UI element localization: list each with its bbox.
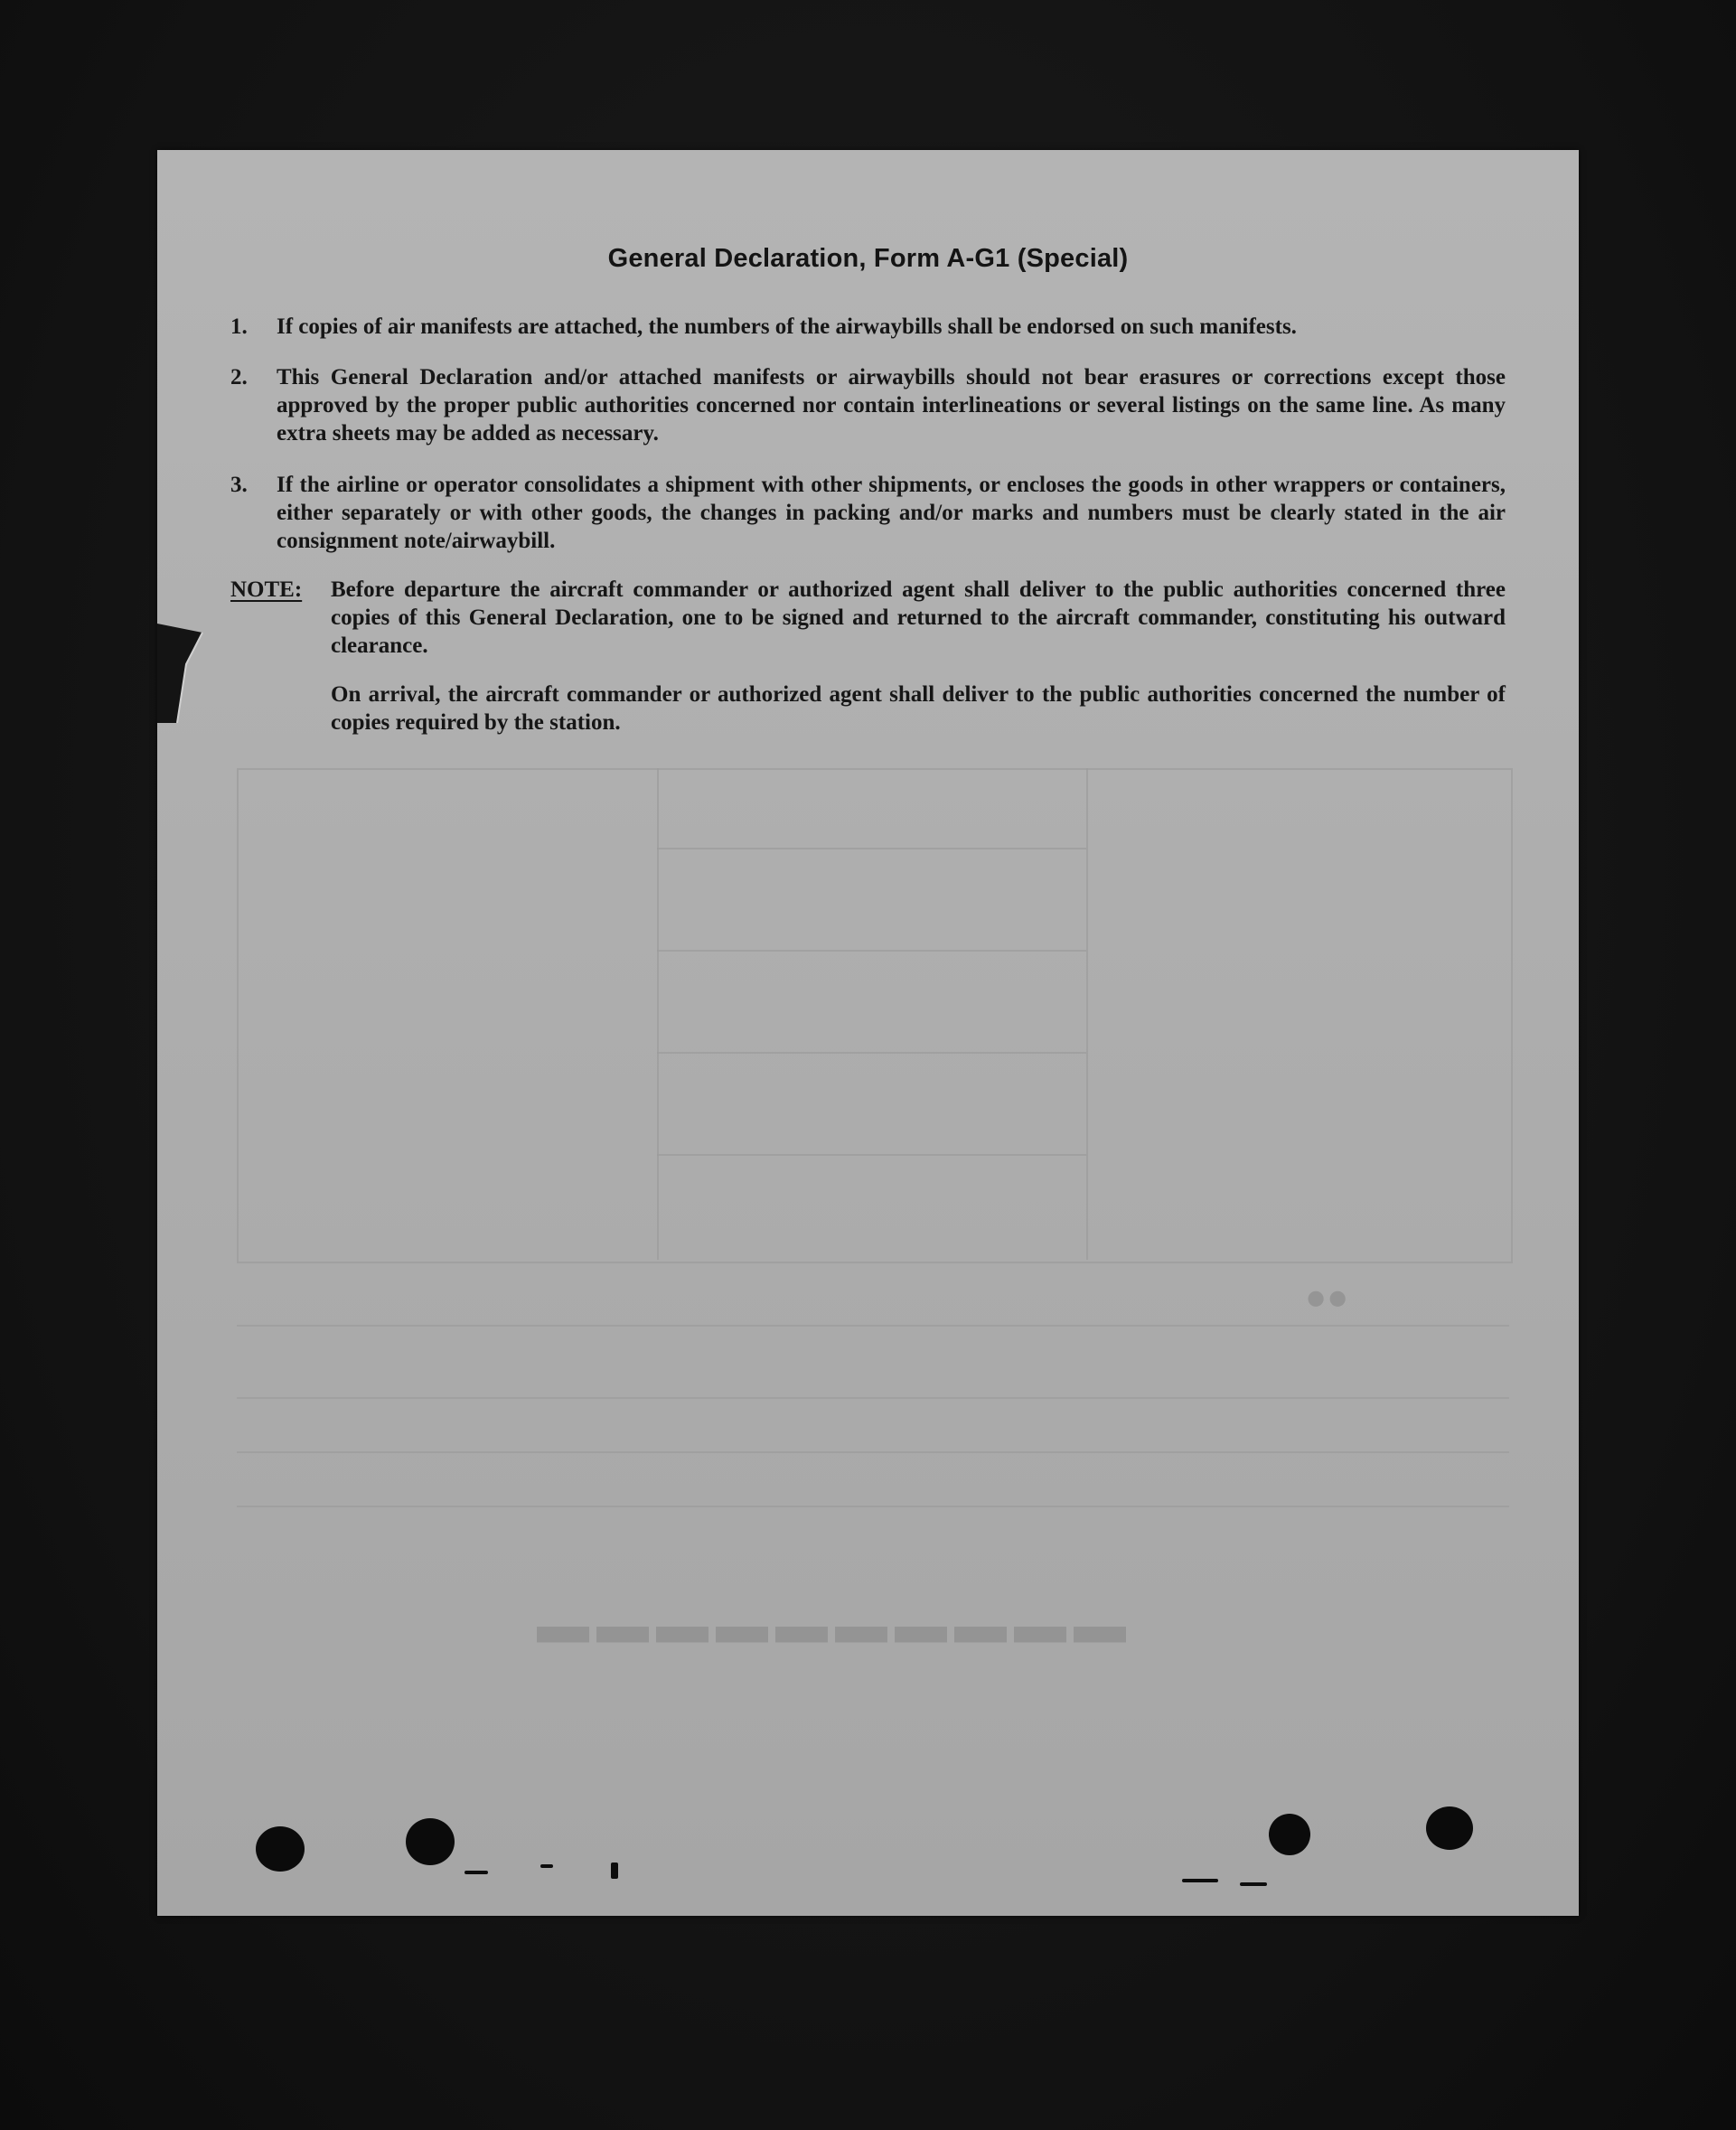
item-number: 2. [230,365,248,389]
bleed-through-divider [237,1451,1509,1453]
bleed-through-number: ●● [1305,1281,1349,1320]
note-paragraph: Before departure the aircraft commander or authorized agent shall deliver to the public authorities concerned three copies of this General Declaration, one to be signed and returned to the aircraft commander, constituting his outward clearance. [331,577,1506,658]
item-number: 3. [230,473,248,497]
bleed-through-divider [1086,768,1088,1260]
note-label: NOTE: [230,577,303,602]
punch-hole [256,1826,305,1872]
bleed-through-table [237,768,1513,1263]
bleed-through-divider [657,1052,1086,1054]
scan-speck [1240,1882,1267,1886]
instruction-item [230,471,1506,555]
page-tear [157,624,211,723]
instruction-item [230,313,1506,341]
item-text: This General Declaration and/or attached manifests or airwaybills should not bear erasures or corrections except those approved by the proper public authorities concerned nor contain interlineations or several listings on the same line. As many extra sheets may be added as necessary. [277,365,1506,446]
bleed-through-divider [237,1325,1509,1327]
note-block [230,576,1506,660]
punch-hole [1269,1814,1310,1855]
bleed-through-divider [657,1154,1086,1156]
bleed-through-divider [657,848,1086,849]
item-text: If copies of air manifests are attached, the numbers of the airwaybills shall be endorsed on such manifests. [277,314,1297,339]
scan-speck [464,1871,488,1874]
page-title: General Declaration, Form A-G1 (Special) [607,244,1129,273]
bleed-through-divider [237,1506,1509,1507]
bleed-through-divider [237,1397,1509,1399]
instruction-item [230,363,1506,447]
bleed-through-divider [657,950,1086,952]
scan-speck [540,1864,553,1868]
punch-hole [1426,1806,1473,1850]
item-text: If the airline or operator consolidates a shipment with other shipments, or encloses the goods in other wrappers or containers, either separately or with other goods, the changes in packing and/or marks and numbers must be clearly stated in the air consignment note/airwaybill. [277,473,1506,553]
note-block [230,680,1506,737]
item-number: 1. [230,314,248,339]
scan-speck [1182,1879,1218,1882]
bleed-through-heading: ▬▬▬▬▬▬▬▬▬▬ [537,1615,1133,1674]
note-paragraph: On arrival, the aircraft commander or authorized agent shall deliver to the public authorities concerned the number of copies required by the station. [331,682,1506,735]
scan-speck [611,1863,618,1879]
document-page [157,150,1579,1916]
punch-hole [406,1818,455,1865]
bleed-through-divider [657,768,659,1260]
